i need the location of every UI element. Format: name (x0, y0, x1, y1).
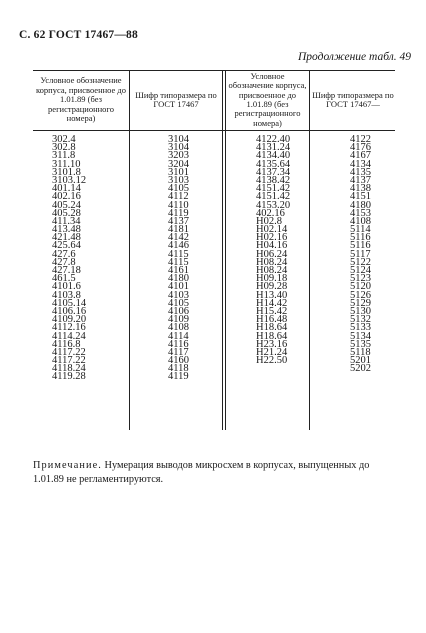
table-cell: 461.5 (52, 273, 76, 285)
table-cell: 4161 (168, 265, 189, 276)
table-cell: 4106 (168, 305, 189, 317)
table-cell: 3101.8 (52, 166, 81, 178)
table-cell: 5124 (350, 265, 371, 276)
table-cell: 3104 (168, 142, 189, 154)
table-cell: 5132 (350, 314, 371, 326)
table-cell: 4105.14 (52, 297, 87, 309)
table-cell: 4137.34 (256, 166, 291, 178)
table-cell: 5123 (350, 273, 371, 285)
column-divider-double-b (225, 70, 226, 430)
note-label: Примечание. (33, 460, 102, 471)
table-cell: 4181 (168, 224, 189, 236)
table-cell: 3104 (168, 134, 189, 145)
table-cell: 4137 (168, 215, 189, 227)
table-cell: Н09.28 (256, 281, 288, 293)
header-cell-code: Шифр типоразмера по ГОСТ 17467— (312, 89, 394, 109)
table-cell: 401.14 (52, 183, 81, 195)
table-cell: 302.8 (52, 142, 76, 154)
table-cell: 3103.12 (52, 174, 87, 186)
column-divider (309, 70, 310, 430)
table-cell: 427.18 (52, 265, 81, 276)
table-cell: 405.28 (52, 207, 81, 219)
table-cell: 4134.40 (256, 150, 291, 162)
table-cell: Н18.64 (256, 330, 288, 342)
table-cell: 4138 (350, 183, 371, 195)
table-cell: 4153.20 (256, 199, 291, 211)
table-cell: 4160 (168, 355, 189, 367)
table-cell: 4122.40 (256, 134, 291, 145)
table-cell: 427.6 (52, 248, 76, 260)
table-cell: 4131.24 (256, 142, 291, 154)
table-cell: 4146 (168, 240, 189, 252)
table-cell: 3204 (168, 158, 189, 170)
table-cell: 4109 (168, 314, 189, 326)
table-cell: 4117.22 (52, 346, 86, 358)
table-cell: 4134 (350, 158, 371, 170)
table-cell: Н21.24 (256, 346, 288, 358)
table-cell: 4115 (168, 248, 189, 260)
table-cell: 311.8 (52, 150, 76, 162)
table-cell: 4135.64 (256, 158, 291, 170)
table-continuation: Продолжение табл. 49 (298, 51, 411, 63)
table-cell: 3101 (168, 166, 189, 178)
table-cell: 5130 (350, 305, 371, 317)
header-cell-code: Шифр типоразмера по ГОСТ 17467 (135, 89, 217, 109)
table-cell: 4137 (350, 174, 371, 186)
column-divider (129, 70, 130, 430)
table-cell: Н09.18 (256, 273, 288, 285)
table-cell: 4122 (350, 134, 371, 145)
table-cell: 411.34 (52, 215, 81, 227)
table-cell: 4116 (168, 338, 189, 350)
table-cell: 311.10 (52, 158, 81, 170)
table-cell: 302.4 (52, 134, 76, 145)
table-cell: 4180 (168, 273, 189, 285)
table-cell: 5133 (350, 322, 371, 334)
table-cell: Н02.16 (256, 232, 288, 244)
table-cell: 5202 (350, 363, 371, 375)
table-cell: 4106.16 (52, 305, 87, 317)
table-cell: Н08.24 (256, 256, 288, 268)
table-cell: 4135 (350, 166, 371, 178)
table-cell: 5117 (350, 248, 371, 260)
table-cell: 4119.28 (52, 371, 86, 383)
table-cell: 427.8 (52, 256, 76, 268)
table-cell: 4167 (350, 150, 371, 162)
table-cell: 5135 (350, 338, 371, 350)
table-cell: Н08.24 (256, 265, 288, 276)
table-cell: 5114 (350, 224, 371, 236)
table-cell: 3203 (168, 150, 189, 162)
table-cell: 3103 (168, 174, 189, 186)
table-cell: 4176 (350, 142, 371, 154)
table-cell: 421.48 (52, 232, 81, 244)
table-cell: Н02.8 (256, 215, 282, 227)
header-cell-designation: Условное обозначение корпуса, присвоенное до 1.01.89 (без регистрационного номера) (228, 70, 307, 128)
table-cell: 425.64 (52, 240, 81, 252)
column-code-left (168, 136, 198, 382)
table-cell: 4118.24 (52, 363, 86, 375)
table-cell: 405.24 (52, 199, 81, 211)
table-cell: 4101.6 (52, 281, 81, 293)
table-cell: 4180 (350, 199, 371, 211)
table-cell: 5116 (350, 240, 371, 252)
table-cell: 413.48 (52, 224, 81, 236)
table-cell: 4138.42 (256, 174, 291, 186)
table-cell: 4142 (168, 232, 189, 244)
table-cell: 4105 (168, 183, 189, 195)
table-note (33, 459, 395, 487)
table-cell: 5120 (350, 281, 371, 293)
table-cell: Н06.24 (256, 248, 288, 260)
table-cell: 4108 (350, 215, 371, 227)
table-cell: 4118 (168, 363, 189, 375)
table-cell: 4112.16 (52, 322, 86, 334)
table-cell: 4153 (350, 207, 371, 219)
table-cell: 4119 (168, 371, 189, 383)
table-cell: 4114.24 (52, 330, 86, 342)
table-cell: 4117.22 (52, 355, 86, 367)
column-designation-left (52, 136, 112, 382)
table-cell: Н23.16 (256, 338, 288, 350)
table-cell: Н18.64 (256, 322, 288, 334)
table-cell: 4117 (168, 346, 189, 358)
table-cell: Н14.42 (256, 297, 288, 309)
table-cell: Н04.16 (256, 240, 288, 252)
table-cell: 5116 (350, 232, 371, 244)
column-divider-double-a (222, 70, 223, 430)
table-cell: 5126 (350, 289, 371, 301)
column-designation-right (256, 136, 306, 365)
table-cell: 4119 (168, 207, 189, 219)
column-code-right (350, 136, 380, 373)
table-cell: 4115 (168, 256, 189, 268)
table-cell: 402.16 (52, 191, 81, 203)
header-cell-designation: Условное обозначение корпуса, присвоенное до 1.01.89 (без регистрационного номера) (35, 75, 127, 124)
table-cell: 4116.8 (52, 338, 81, 350)
table-cell: 4103 (168, 289, 189, 301)
table-cell: 4109.20 (52, 314, 87, 326)
table-cell: 5129 (350, 297, 371, 309)
table-cell: 4151 (350, 191, 371, 203)
table-cell: Н22.50 (256, 355, 288, 367)
note-text: Нумерация выводов микросхем в корпусах, выпущенных до 1.01.89 не регламентируются. (33, 460, 370, 485)
table-cell: 402.16 (256, 207, 285, 219)
table-cell: 4114 (168, 330, 189, 342)
table-cell: 4110 (168, 199, 189, 211)
table-cell: 5122 (350, 256, 371, 268)
table-cell: Н13.40 (256, 289, 288, 301)
table-cell: 4151.42 (256, 183, 291, 195)
table-cell: Н16.48 (256, 314, 288, 326)
table-cell: 5134 (350, 330, 371, 342)
table-cell: 5201 (350, 355, 371, 367)
page-header: С. 62 ГОСТ 17467—88 (19, 29, 138, 41)
table-cell: Н15.42 (256, 305, 288, 317)
table-cell: 4151.42 (256, 191, 291, 203)
table-cell: 4103.8 (52, 289, 81, 301)
table-cell: Н02.14 (256, 224, 288, 236)
table-cell: 4112 (168, 191, 189, 203)
table-cell: 5118 (350, 346, 371, 358)
table-cell: 4105 (168, 297, 189, 309)
table-cell: 4108 (168, 322, 189, 334)
table-cell: 4101 (168, 281, 189, 293)
